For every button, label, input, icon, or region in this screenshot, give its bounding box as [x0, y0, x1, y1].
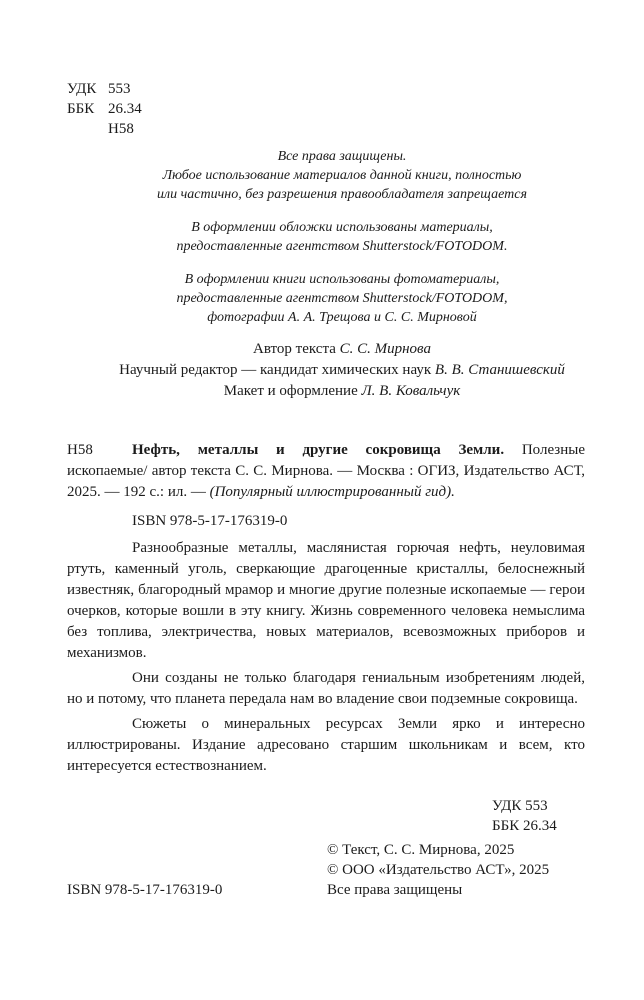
bib-title: Нефть, металлы и другие сокровища Земли.	[132, 442, 505, 458]
udk-right: УДК 553	[492, 798, 548, 814]
copyright-rights: Все права защищены	[327, 882, 463, 898]
annotation	[67, 538, 585, 777]
layout-role: Макет и оформление	[223, 383, 362, 399]
bbk-row	[67, 99, 187, 119]
credits	[100, 339, 584, 402]
author-sign: Н58	[108, 121, 134, 137]
bib-code: Н58	[67, 442, 93, 458]
author-role: Автор текста	[253, 341, 340, 357]
udk-value: 553	[108, 81, 131, 97]
rights-notice	[100, 147, 584, 341]
layout-name: Л. В. Ковальчук	[361, 383, 461, 399]
bbk-value: 26.34	[108, 101, 142, 117]
bbk-label: ББК	[67, 101, 95, 117]
udk-row	[67, 79, 187, 99]
isbn-bottom: ISBN 978-5-17-176319-0	[67, 882, 223, 898]
editor-role: Научный редактор — кандидат химических наук	[119, 362, 435, 378]
bbk-right: ББК 26.34	[492, 818, 557, 834]
classification-codes	[67, 79, 187, 139]
bib-details: Полезные ископаемые/ автор текста С. С. Мирнова. — Москва : ОГИЗ, Издательство АСТ, 2025. — 192 с.: ил. —	[67, 442, 585, 500]
annotation-paragraph: Разнообразные металлы, маслянистая горючая нефть, неуловимая ртуть, каменный уголь, сверкающие драгоценные кристаллы, белоснежный известняк, благородный мрамор и многие другие полезные ископаемые — герои очерков, которые вошли в эту книгу. Жизнь современного человека немыслима без топлива, электричества, новых материалов, всевозможных приборов и механизмов.	[67, 540, 585, 661]
rights-block-3	[100, 270, 584, 327]
rights-line: В оформлении обложки использованы материалы,	[191, 220, 493, 235]
rights-line: или частично, без разрешения правообладателя запрещается	[157, 187, 527, 202]
rights-line: Любое использование материалов данной книги, полностью	[162, 168, 522, 183]
annotation-paragraph: Они созданы не только благодаря гениальным изобретениям людей, но и потому, что планета передала нам во владение свои подземные сокровища.	[67, 670, 585, 707]
annotation-paragraph: Сюжеты о минеральных ресурсах Земли ярко и интересно иллюстрированы. Издание адресовано старшим школьникам и всем, кто интересуется естествознанием.	[67, 716, 585, 774]
author-name: С. С. Мирнова	[339, 341, 431, 357]
editor-name: В. В. Станишевский	[434, 362, 565, 378]
copyright-text: © Текст, С. С. Мирнова, 2025	[327, 842, 515, 858]
bibliographic-record	[67, 440, 585, 781]
author-sign-row	[67, 119, 187, 139]
rights-line: фотографии А. А. Трещова и С. С. Мирновой	[207, 310, 477, 325]
bib-entry	[67, 440, 585, 503]
author-credit	[100, 339, 584, 360]
udk-label: УДК	[67, 81, 97, 97]
classification-codes-right	[492, 796, 592, 836]
layout-credit	[100, 381, 584, 402]
bib-series: (Популярный иллюстрированный гид).	[209, 484, 455, 500]
rights-line: предоставленные агентством Shutterstock/FOTODOM.	[176, 239, 508, 254]
bib-isbn: ISBN 978-5-17-176319-0	[132, 513, 288, 529]
copyright-block	[327, 840, 597, 900]
copyright-publisher: © ООО «Издательство АСТ», 2025	[327, 862, 550, 878]
editor-credit	[100, 360, 584, 381]
rights-line: Все права защищены.	[277, 149, 407, 164]
rights-block-1	[100, 147, 584, 204]
rights-line: предоставленные агентством Shutterstock/FOTODOM,	[176, 291, 508, 306]
rights-line: В оформлении книги использованы фотоматериалы,	[184, 272, 500, 287]
rights-block-2	[100, 218, 584, 256]
